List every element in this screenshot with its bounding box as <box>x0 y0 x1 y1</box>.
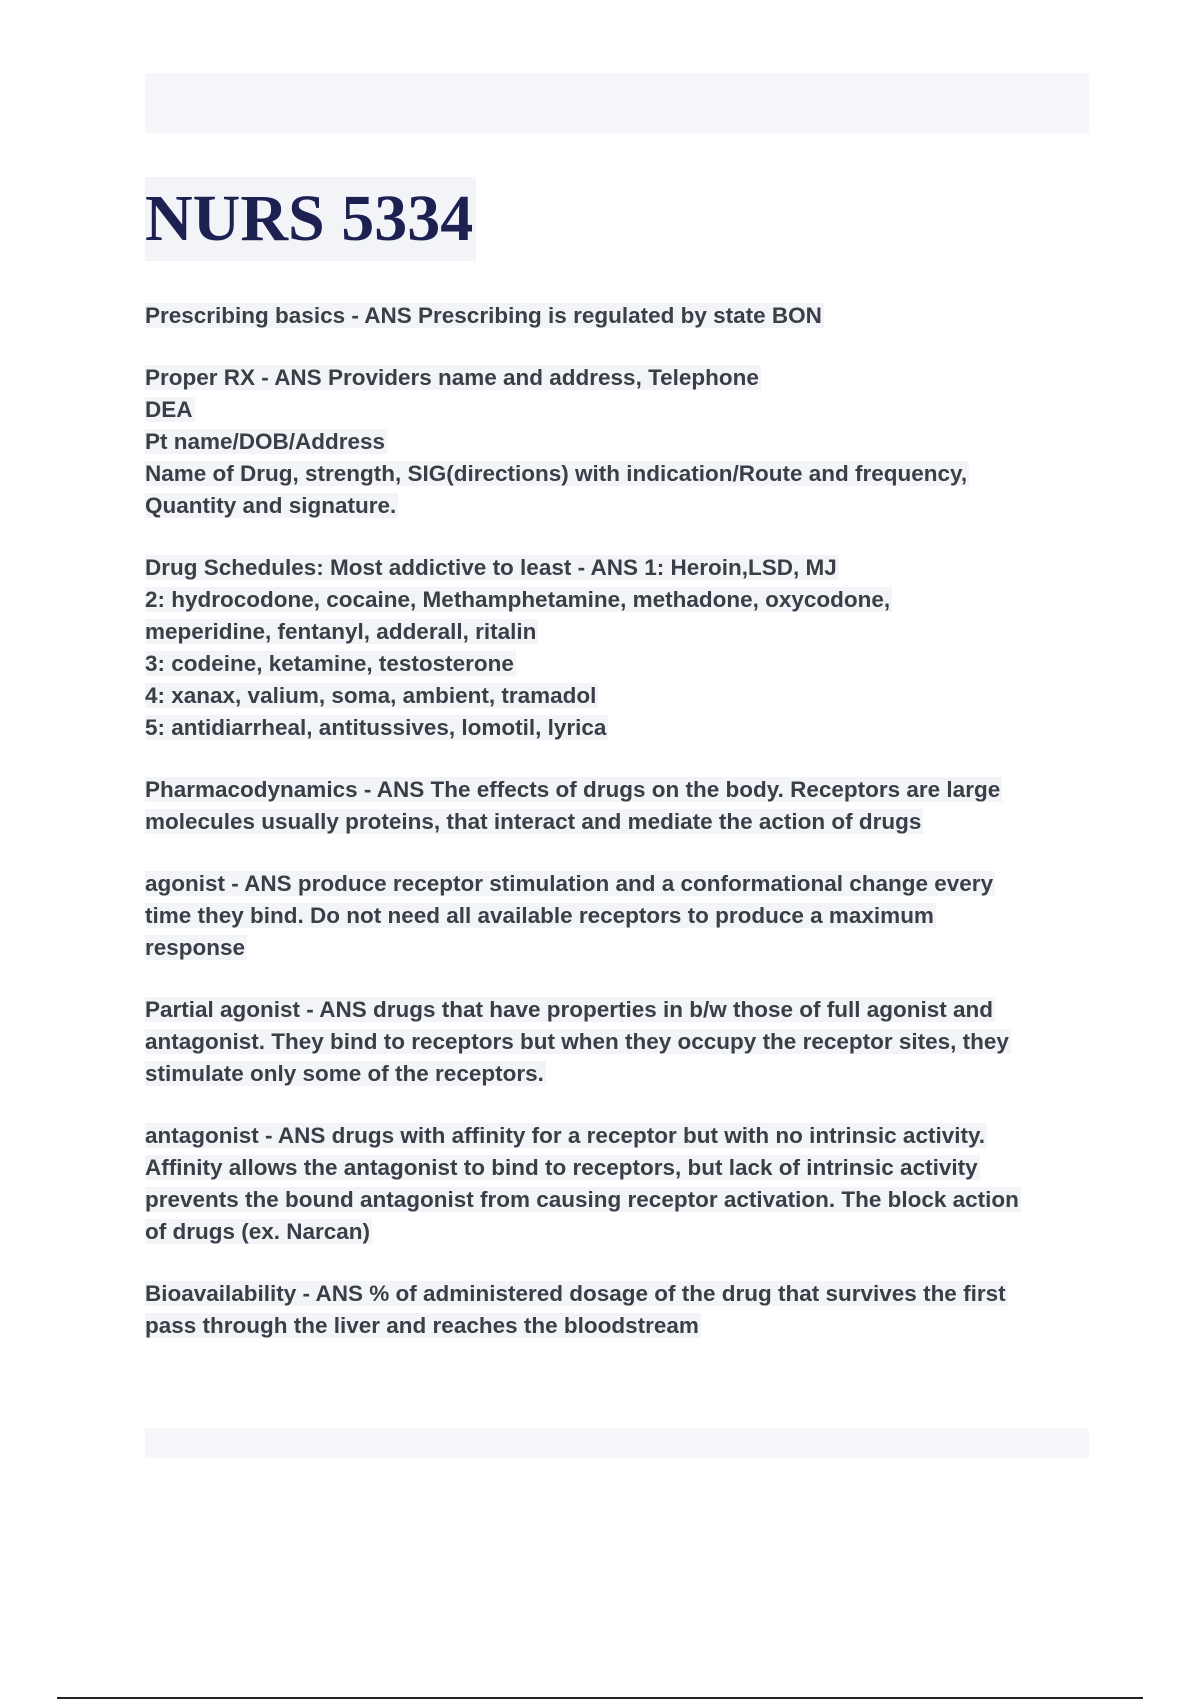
entry-line-text: Pt name/DOB/Address <box>145 429 386 454</box>
entry-line <box>145 932 1095 964</box>
entry-line-text: 3: codeine, ketamine, testosterone <box>145 651 514 676</box>
entry-line <box>145 394 1095 426</box>
entry-line <box>145 300 1095 332</box>
entry-line <box>145 680 1095 712</box>
entry-line <box>145 1058 1095 1090</box>
entry-line-text: Prescribing basics - ANS Prescribing is regulated by state BON <box>145 303 822 328</box>
entry-line-text: Partial agonist - ANS drugs that have properties in b/w those of full agonist and <box>145 997 994 1022</box>
entry-line-text: Quantity and signature. <box>145 493 397 518</box>
entry-line <box>145 1120 1095 1152</box>
entry-line <box>145 458 1095 490</box>
entry-line <box>145 648 1095 680</box>
entry-line-text: DEA <box>145 397 193 422</box>
entry-line-text: of drugs (ex. Narcan) <box>145 1219 371 1244</box>
flashcard-entry <box>145 362 1095 522</box>
entry-line-text: pass through the liver and reaches the bloodstream <box>145 1313 699 1338</box>
entry-line <box>145 426 1095 458</box>
entry-line-text: molecules usually proteins, that interact and mediate the action of drugs <box>145 809 922 834</box>
flashcard-entry <box>145 994 1095 1090</box>
entry-line <box>145 774 1095 806</box>
entry-line-text: stimulate only some of the receptors. <box>145 1061 544 1086</box>
entry-line <box>145 712 1095 744</box>
entry-line-text: Pharmacodynamics - ANS The effects of drugs on the body. Receptors are large <box>145 777 1001 802</box>
entry-line-text: response <box>145 935 246 960</box>
flashcard-list <box>145 300 1095 1372</box>
entry-line <box>145 552 1095 584</box>
entry-line-text: agonist - ANS produce receptor stimulation and a conformational change every <box>145 871 994 896</box>
entry-line-text: antagonist - ANS drugs with affinity for a receptor but with no intrinsic activity. <box>145 1123 986 1148</box>
flashcard-entry <box>145 552 1095 744</box>
entry-line <box>145 1216 1095 1248</box>
flashcard-entry <box>145 774 1095 838</box>
entry-line <box>145 1184 1095 1216</box>
entry-line-text: prevents the bound antagonist from causing receptor activation. The block action <box>145 1187 1019 1212</box>
entry-line <box>145 362 1095 394</box>
entry-line-text: Name of Drug, strength, SIG(directions) with indication/Route and frequency, <box>145 461 968 486</box>
entry-line <box>145 900 1095 932</box>
entry-line <box>145 1026 1095 1058</box>
entry-line <box>145 584 1095 616</box>
entry-line-text: antagonist. They bind to receptors but when they occupy the receptor sites, they <box>145 1029 1009 1054</box>
flashcard-entry <box>145 1120 1095 1248</box>
footer-band <box>145 1428 1089 1458</box>
entry-line-text: 4: xanax, valium, soma, ambient, tramadol <box>145 683 597 708</box>
entry-line <box>145 1152 1095 1184</box>
entry-line-text: Proper RX - ANS Providers name and address, Telephone <box>145 365 759 390</box>
title-block <box>145 177 476 261</box>
entry-line <box>145 1310 1095 1342</box>
entry-line <box>145 616 1095 648</box>
entry-line-text: Drug Schedules: Most addictive to least - ANS 1: Heroin,LSD, MJ <box>145 555 837 580</box>
entry-line <box>145 490 1095 522</box>
footer-rule <box>57 1697 1143 1699</box>
flashcard-entry <box>145 868 1095 964</box>
flashcard-entry <box>145 300 1095 332</box>
flashcard-entry <box>145 1278 1095 1342</box>
entry-line-text: 2: hydrocodone, cocaine, Methamphetamine, methadone, oxycodone, <box>145 587 891 612</box>
entry-line <box>145 868 1095 900</box>
entry-line-text: Bioavailability - ANS % of administered dosage of the drug that survives the first <box>145 1281 1006 1306</box>
header-band <box>145 73 1089 133</box>
entry-line <box>145 1278 1095 1310</box>
entry-line <box>145 994 1095 1026</box>
entry-line <box>145 806 1095 838</box>
entry-line-text: 5: antidiarrheal, antitussives, lomotil, lyrica <box>145 715 607 740</box>
page-title: NURS 5334 <box>145 182 474 255</box>
entry-line-text: time they bind. Do not need all available receptors to produce a maximum <box>145 903 934 928</box>
entry-line-text: meperidine, fentanyl, adderall, ritalin <box>145 619 537 644</box>
entry-line-text: Affinity allows the antagonist to bind to receptors, but lack of intrinsic activity <box>145 1155 978 1180</box>
